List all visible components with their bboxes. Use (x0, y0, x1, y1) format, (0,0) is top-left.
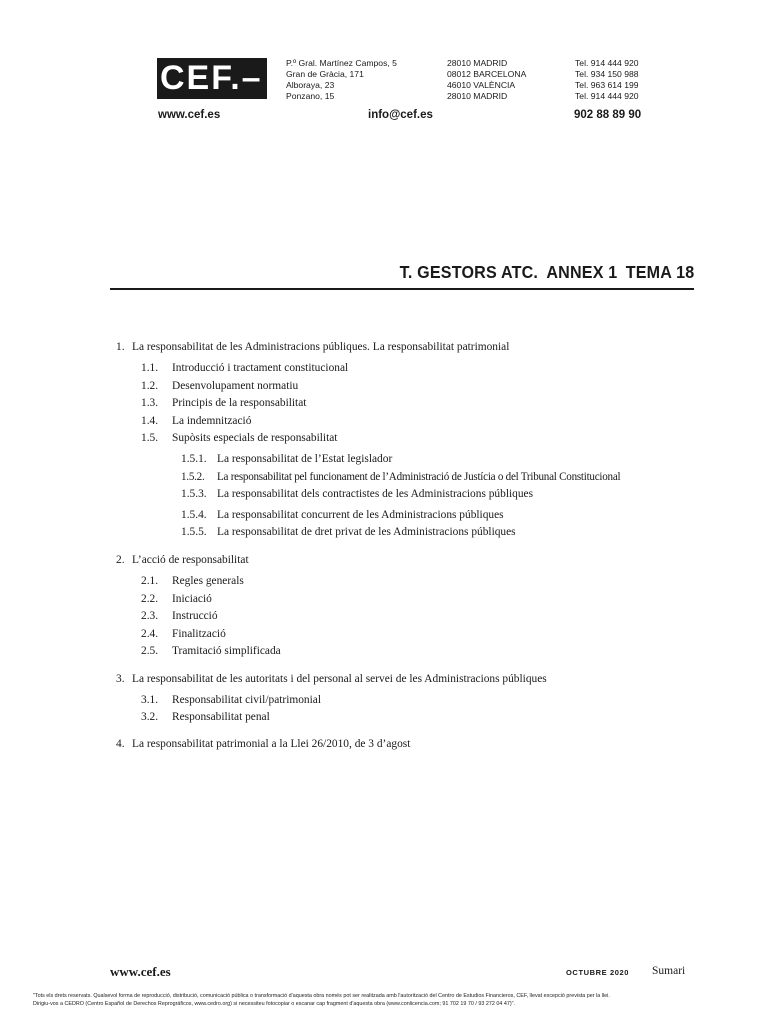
toc-text: Responsabilitat civil/patrimonial (172, 694, 322, 706)
toc-text: Instrucció (172, 610, 218, 622)
toc-number: 2. (116, 554, 125, 566)
toc-number: 2.3. (141, 610, 159, 622)
toc-number: 1.5.2. (181, 471, 205, 483)
toc-text: L’acció de responsabilitat (132, 554, 249, 566)
address-phone: Tel. 963 614 199 (575, 80, 639, 90)
toc-number: 4. (116, 738, 125, 750)
address-city: 28010 MADRID (447, 58, 508, 68)
toc-number: 1. (116, 341, 125, 353)
toc-number: 1.4. (141, 415, 159, 427)
toc-text: Finalització (172, 628, 226, 640)
header-email-link[interactable]: info@cef.es (368, 109, 433, 121)
toc-number: 1.5. (141, 432, 159, 444)
footer-sumari-link[interactable]: Sumari (652, 965, 686, 977)
toc-text: Iniciació (172, 593, 212, 605)
toc-text: Tramitació simplificada (172, 645, 281, 657)
toc-number: 2.5. (141, 645, 159, 657)
title-topic: TEMA 18 (625, 262, 694, 282)
title-annex: ANNEX 1 (545, 262, 618, 282)
address-street: Gran de Gràcia, 171 (286, 69, 364, 79)
toc-text: Introducció i tractament constitucional (172, 362, 349, 374)
toc-number: 1.5.4. (181, 509, 207, 521)
toc-number: 2.1. (141, 575, 159, 587)
toc-number: 2.2. (141, 593, 159, 605)
toc-number: 1.2. (141, 380, 159, 392)
cef-logo: CEF.– (157, 58, 267, 99)
toc-number: 3.1. (141, 694, 159, 706)
toc-text: La responsabilitat de dret privat de les Administracions públiques (217, 526, 516, 538)
toc-text: La responsabilitat patrimonial a la Llei 26/2010, de 3 d’agost (132, 738, 411, 750)
toc-number: 1.1. (141, 362, 159, 374)
toc-number: 1.5.5. (181, 526, 207, 538)
toc-number: 1.5.1. (181, 453, 207, 465)
toc-text: La responsabilitat de les Administracions públiques. La responsabilitat patrimonial (132, 341, 510, 353)
legal-notice-line: "Tots els drets reservats. Qualsevol forma de reproducció, distribució, comunicació pública o transformació d'aquesta obra només pot ser realitzada amb l'autorització del Centro de Estudios Financieros, CEF, llevat excepció prevista per la llei. (33, 993, 610, 999)
header-website-link[interactable]: www.cef.es (158, 109, 221, 121)
address-street: Ponzano, 15 (286, 91, 335, 101)
address-phone: Tel. 934 150 988 (575, 69, 639, 79)
toc-text: La responsabilitat dels contractistes de les Administracions públiques (217, 488, 534, 500)
toc-text: Responsabilitat penal (172, 711, 270, 723)
legal-notice (33, 992, 738, 1008)
toc-number: 1.5.3. (181, 488, 207, 500)
toc-text: La indemnització (172, 415, 252, 427)
toc-text: La responsabilitat de les autoritats i del personal al servei de les Administracions públiques (132, 673, 547, 685)
address-cities (447, 58, 526, 102)
address-phone: Tel. 914 444 920 (575, 58, 639, 68)
address-street: P.º Gral. Martínez Campos, 5 (286, 58, 397, 68)
address-streets (286, 58, 397, 102)
address-phone: Tel. 914 444 920 (575, 91, 639, 101)
footer-date: OCTUBRE 2020 (566, 968, 630, 977)
title-divider (110, 288, 694, 290)
address-street: Alboraya, 23 (286, 80, 335, 90)
toc-number: 1.3. (141, 397, 159, 409)
toc-number: 3. (116, 673, 125, 685)
address-city: 46010 VALÈNCIA (447, 80, 516, 90)
footer-website-link[interactable]: www.cef.es (110, 964, 171, 979)
toc-text: Supòsits especials de responsabilitat (172, 432, 338, 444)
toc-text: Regles generals (172, 575, 244, 587)
document-title (391, 262, 694, 283)
title-course: T. GESTORS ATC. (399, 262, 538, 282)
address-city: 08012 BARCELONA (447, 69, 527, 79)
toc-text: La responsabilitat concurrent de les Administracions públiques (217, 509, 504, 521)
toc-text: La responsabilitat pel funcionament de l’Administració de Justícia o del Tribunal Constitucional (217, 471, 621, 483)
toc-number: 2.4. (141, 628, 159, 640)
toc-text: Principis de la responsabilitat (172, 397, 307, 409)
header-main-phone: 902 88 89 90 (574, 109, 642, 121)
toc-text: Desenvolupament normatiu (172, 380, 299, 392)
toc-text: La responsabilitat de l’Estat legislador (217, 453, 393, 465)
address-phones (575, 58, 639, 102)
toc-number: 3.2. (141, 711, 159, 723)
legal-notice-line: Dirigiu-vos a CEDRO (Centro Español de Derechos Reprográficos, www.cedro.org) si necessiteu fotocopiar o escanar cap fragment d'aquesta obra (www.conlicencia.com; 91 702 19 70 / 93 272 04 47)". (33, 1001, 516, 1007)
address-city: 28010 MADRID (447, 91, 508, 101)
